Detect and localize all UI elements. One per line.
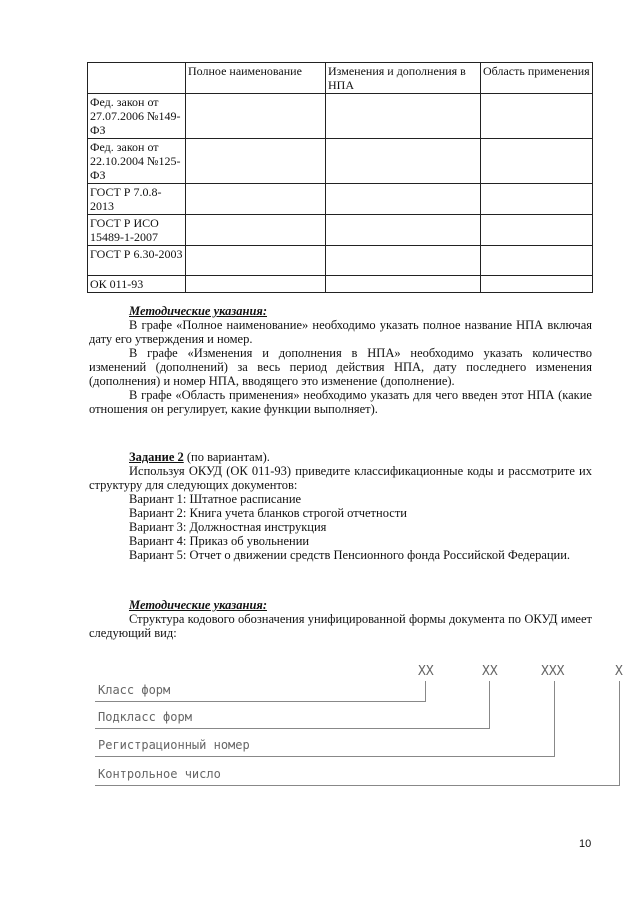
table-cell-doc: Фед. закон от 22.10.2004 №125-ФЗ (88, 139, 186, 184)
scheme-label: Класс форм (98, 683, 171, 697)
variant-item: Вариант 2: Книга учета бланков строгой отчетности (129, 506, 407, 520)
guidelines-heading: Методические указания: (129, 304, 268, 318)
table-cell-doc: Фед. закон от 27.07.2006 №149-ФЗ (88, 94, 186, 139)
code-registration: XXX (541, 664, 565, 679)
table-header-cell: Область применения (481, 63, 593, 94)
table-row (88, 215, 593, 246)
scheme-line (95, 728, 490, 729)
scheme-label: Регистрационный номер (98, 738, 250, 752)
variant-item: Вариант 3: Должностная инструкция (129, 520, 327, 534)
npa-table (87, 62, 593, 293)
scheme-connector (489, 681, 490, 728)
code-class: XX (418, 664, 434, 679)
table-row (88, 246, 593, 276)
okud-code-scheme (95, 664, 623, 804)
guidelines-heading: Методические указания: (129, 598, 268, 612)
table-row (88, 276, 593, 293)
guidelines-paragraph: Структура кодового обозначения унифицированной формы документа по ОКУД имеет следующий вид: (89, 612, 592, 640)
page-number: 10 (579, 838, 592, 850)
scheme-line (95, 701, 426, 702)
guidelines-paragraph: В графе «Изменения и дополнения в НПА» необходимо указать количество изменений (дополнений) за весь период действия НПА, дату последнего изменения (дополнения) и номер НПА, вводящего это изменение (дополнение). (89, 346, 592, 388)
guidelines-1 (89, 304, 592, 416)
scheme-line (95, 785, 620, 786)
code-check: X (615, 664, 623, 679)
code-subclass: XX (482, 664, 498, 679)
task-title: Задание 2 (по вариантам). (129, 450, 270, 464)
scheme-label: Подкласс форм (98, 710, 192, 724)
variant-item: Вариант 1: Штатное расписание (129, 492, 302, 506)
table-cell-doc: ГОСТ Р ИСО 15489-1-2007 (88, 215, 186, 246)
table-row (88, 139, 593, 184)
table-header-cell: Изменения и дополнения в НПА (326, 63, 481, 94)
variant-item: Вариант 5: Отчет о движении средств Пенсионного фонда Российской Федерации. (129, 548, 571, 562)
guidelines-paragraph: В графе «Полное наименование» необходимо указать полное название НПА включая дату его утверждения и номер. (89, 318, 592, 346)
scheme-label: Контрольное число (98, 767, 221, 781)
table-cell-doc: ГОСТ Р 6.30-2003 (88, 246, 186, 276)
table-row (88, 184, 593, 215)
table-cell-doc: ОК 011-93 (88, 276, 186, 293)
table-row (88, 94, 593, 139)
guidelines-2 (89, 598, 592, 640)
task-intro: Используя ОКУД (ОК 011-93) приведите классификационные коды и рассмотрите их структуру для следующих документов: (89, 464, 592, 492)
table-header-row (88, 63, 593, 94)
variant-item: Вариант 4: Приказ об увольнении (129, 534, 310, 548)
guidelines-paragraph: В графе «Область применения» необходимо указать для чего введен этот НПА (какие отношения он регулирует, какие функции выполняет). (89, 388, 592, 416)
table-cell-doc: ГОСТ Р 7.0.8-2013 (88, 184, 186, 215)
scheme-connector (619, 681, 620, 785)
scheme-line (95, 756, 555, 757)
table-header-cell: Полное наименование (186, 63, 326, 94)
table-header-cell (88, 63, 186, 94)
task-2 (89, 450, 592, 562)
scheme-connector (425, 681, 426, 701)
scheme-connector (554, 681, 555, 756)
